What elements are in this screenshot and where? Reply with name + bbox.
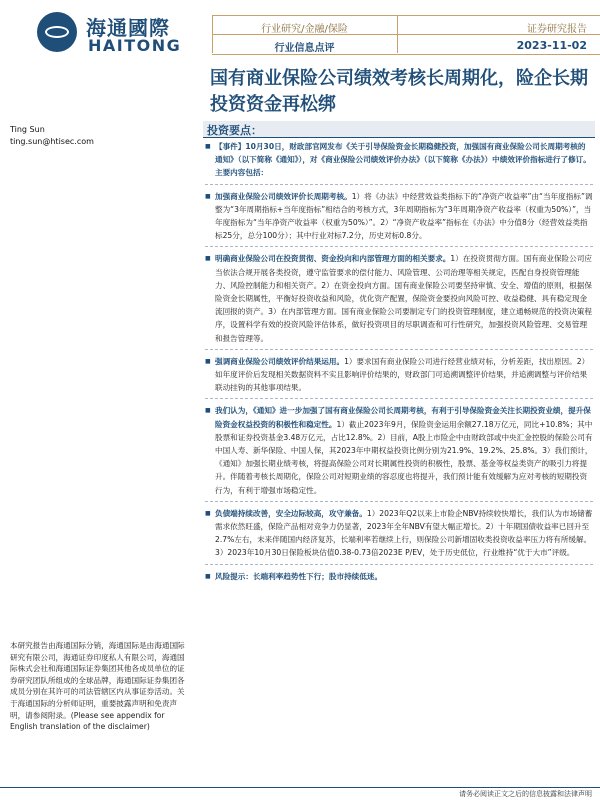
logo-chinese-name: 海通國際	[86, 16, 170, 40]
bullet-liability-side	[205, 507, 593, 560]
bullet-body: 1）要求国有商业保险公司进行经营业绩对标，分析差距，找出原因。2）如年度评价后发现相关数据资料不实且影响评价结果的，财政部门可追溯调整评价结果，并追溯调整与评价结果联动挂钩的其他事项结果。	[215, 356, 590, 393]
haitong-logo-icon	[37, 12, 77, 52]
distribution-disclaimer: 本研究报告由海通国际分销，海通国际是由海通国际研究有限公司，海通证券印度私人有限公司，海通国际株式会社和海通国际证券集团其他各成员单位的证券研究团队所组成的全球品牌，海通国际证券集团各成员分别在其许可的司法管辖区内从事证券活动。关于海通国际的分析师证明，重要披露声明和免责声明，请参阅附录。(Please see appendix for English translation of the disclaimer)	[10, 641, 185, 732]
author-email[interactable]: ting.sun@htisec.com	[10, 137, 94, 146]
report-type: 证券研究报告	[527, 24, 587, 35]
divider	[205, 349, 593, 351]
bullet-body: 长端利率趋势性下行；股市持续低迷。	[252, 571, 383, 581]
bullet-lead: 【事件】10月30日，财政部官网发布《关于引导保险资金长期稳健投资，加强国有商业保险公司长周期考核的通知》（以下简称《通知》），对《商业保险公司绩效评价办法》（以下简称《办法》）中绩效评价指标进行了修订。主要内容包括：	[215, 142, 591, 178]
report-category: 行业研究/金融/保险	[261, 24, 348, 35]
bullet-body: 1）截止2023年9月，保险资金运用余额27.18万亿元，同比+10.8%；其中股票和证券投资基金3.48万亿元，占比12.8%。2）目前，A股上市险企中由财政部或中央汇金控股的保险公司有中国人寿、新华保险、中国人保，其2023年中期权益投资比例分别为21.9%、19.2%、25.8%。3）我们预计，《通知》加强长期业绩考核，将提高保险公司对长期属性投资的积极性，股票、基金等权益类资产的吸引力将提升。伴随着考核长周期化，保险公司对短期业绩的容忍度也将提升，我们预计能有效缓解为应对考核的短期投资行为，有利于增强市场稳定性。	[215, 419, 593, 495]
key-points-underline	[203, 137, 595, 138]
bullet-lead: 明确商业保险公司在投资贯彻、资金投向和内部管理方面的相关要求。	[215, 254, 451, 264]
bullet-event	[205, 140, 593, 180]
bullet-lead: 风险提示：	[215, 571, 253, 581]
divider	[205, 184, 593, 186]
key-points-list	[205, 140, 593, 583]
bullet-risk-warning	[205, 570, 593, 583]
bullet-lead: 加强商业保险公司绩效评价长周期考核。	[215, 191, 352, 201]
bullet-body: 1）在投资贯彻方面。国有商业保险公司应当依法合规开展各类投资，遵守监管要求的偿付能力、风险管理、公司治理等相关规定，匹配自身投资管理能力、风险控制能力和相关资产。2）在资金投向方面。国有商业保险公司要坚持审慎、安全、增值的原则，根据保险资金长期属性，平衡好投资收益和风险，优化资产配置，保险资金要投向风险可控、收益稳健、具有稳定现金流回报的资产。3）在内部管理方面。国有商业保险公司要制定专门的投资管理制度，建立通畅规范的投资决策程序，设置科学有效的投资风险评估体系，做好投资项目的尽职调查和可行性研究，加强投资风险管理、交易管理和报告管理等。	[215, 254, 592, 343]
bullet-lead: 强调商业保险公司绩效评价结果运用。	[215, 356, 345, 366]
header-bottom-line	[212, 54, 600, 55]
header-top-line	[212, 15, 600, 16]
bullet-lead: 负债端持续改善，安全边际较高，攻守兼备。	[215, 508, 367, 518]
logo-english-name: HAITONG	[88, 36, 182, 55]
footer-rule	[0, 787, 600, 788]
divider	[205, 246, 593, 248]
key-points-title: 投资要点：	[207, 124, 262, 137]
report-date: 2023-11-02	[516, 39, 587, 52]
divider	[205, 501, 593, 503]
footer-disclaimer: 请务必阅读正文之后的信息披露和法律声明	[459, 790, 592, 798]
bullet-evaluation-results	[205, 355, 593, 395]
bullet-investment-requirements	[205, 252, 593, 344]
divider	[205, 398, 593, 400]
bullet-body: 1）将《办法》中经营效益类指标下的“净资产收益率”由“当年度指标”调整为“3年周期指标+当年度指标”相结合的考核方式，3年周期指标为“3年周期净资产收益率（权重为50%）”，当年度指标为“当年净资产收益率（权重为50%）”。2）“净资产收益率”指标在《办法》中分值8分（经营效益类指标25分，总分100分）；其中行业对标7.2分，历史对标0.8分。	[215, 191, 593, 241]
bullet-body: 1）2023年Q2以来上市险企NBV持续较快增长，我们认为市场储蓄需求依然旺盛，保险产品相对竞争力仍显著，2023年全年NBV有望大幅正增长。2）十年期国债收益率已回升至2.7%左右，未来伴随国内经济复苏，长端利率若继续上行，则保险公司新增固收类投资收益率压力将有所缓解。3）2023年10月30日保险板块估值0.38-0.73倍2023E P/EV，处于历史低位，行业维持“优于大市”评级。	[215, 508, 593, 558]
bullet-our-view	[205, 404, 593, 496]
divider	[205, 564, 593, 566]
author-name: Ting Sun	[10, 125, 45, 134]
author-block	[10, 124, 94, 148]
report-title: 国有商业保险公司绩效考核长周期化，险企长期投资资金再松绑	[210, 68, 588, 115]
bullet-lead: 我们认为，《通知》进一步加强了国有商业保险公司长周期考核，有利于引导保险资金关注长期投资业绩，提升保险资金权益投资的积极性和稳定性。	[215, 406, 591, 429]
report-subcategory: 行业信息点评	[274, 43, 335, 54]
bullet-long-cycle	[205, 190, 593, 243]
